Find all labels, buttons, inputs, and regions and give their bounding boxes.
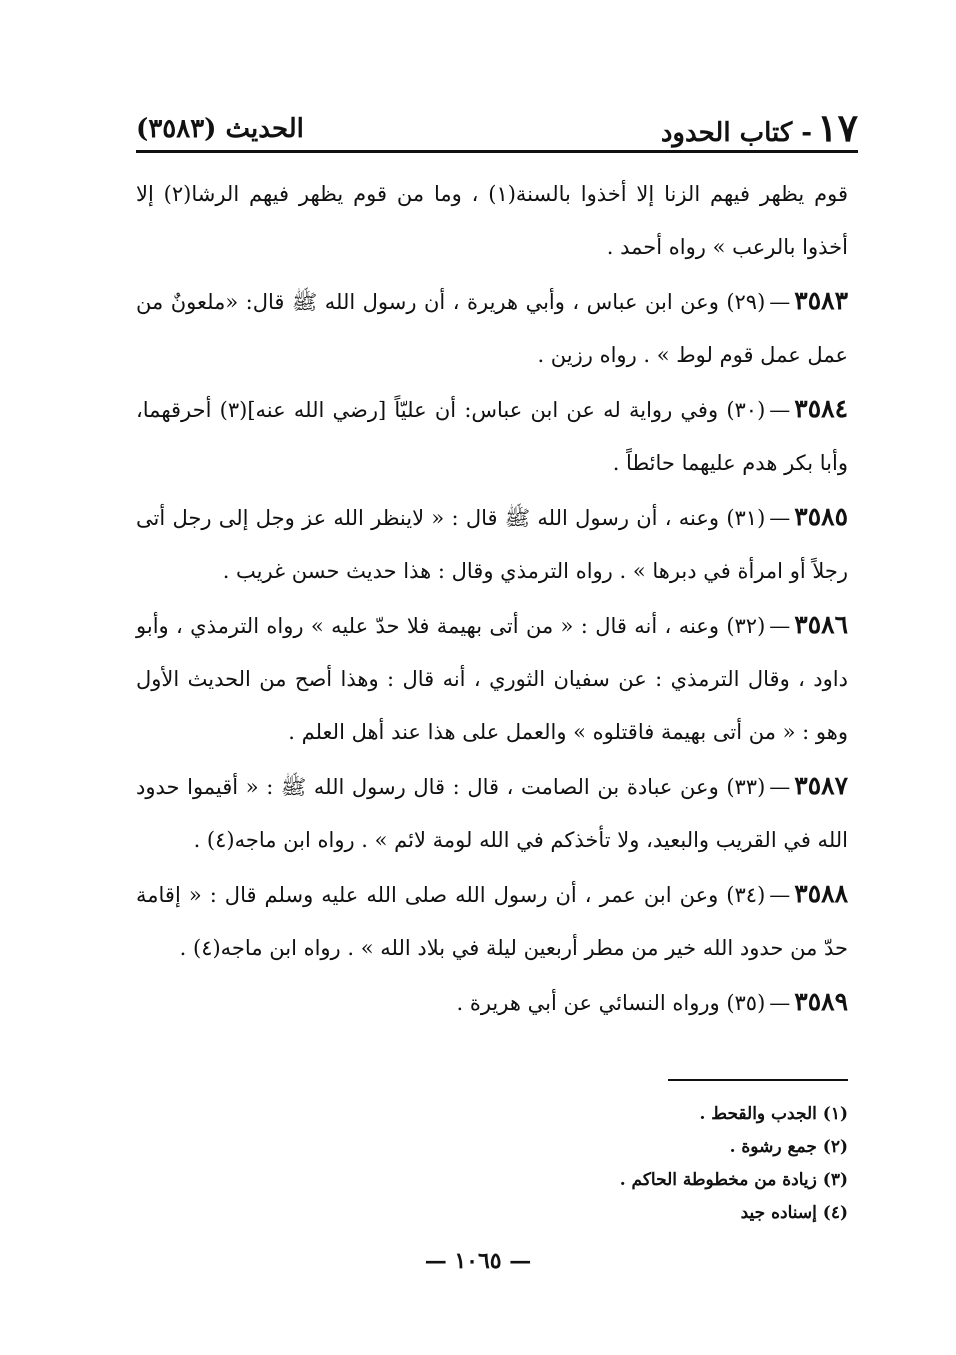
hadith-3585: ٣٥٨٥—(٣١) وعنه ، أن رسول الله ﷺ قال : « لاينظر الله عز وجل إلى رجل أتى رجلاً أو امرأة في دبرها » . رواه الترمذي وقال : هذا حديث حسن غريب . — [136, 502, 848, 583]
paragraph-text: (٢٩) وعن ابن عباس ، وأبي هريرة ، أن رسول الله ﷺ قال: «ملعونٌ من عمل عمل قوم لوط » . رواه رزين . — [136, 290, 848, 367]
page-header — [136, 100, 858, 153]
footnote-2: (٢) جمع رشوة . — [729, 1137, 848, 1157]
hadith-3588: ٣٥٨٨—(٣٤) وعن ابن عمر ، أن رسول الله صلى الله عليه وسلم قال : « إقامة حدّ من حدود الله خير من مطر أربعين ليلة في بلاد الله » . رواه ابن ماجه(٤) . — [136, 879, 848, 960]
footnotes — [500, 1098, 848, 1230]
footnote-4: (٤) إسناده جيد — [740, 1203, 848, 1223]
paragraph-continuation — [136, 168, 848, 274]
footnote-divider — [668, 1079, 848, 1081]
footnote-1: (١) الجدب والقحط . — [699, 1104, 848, 1124]
paragraph-text: (٣٥) ورواه النسائي عن أبي هريرة . — [456, 991, 766, 1015]
main-text — [136, 168, 848, 1030]
paragraph-text: (٣١) وعنه ، أن رسول الله ﷺ قال : « لاينظر الله عز وجل إلى رجل أتى رجلاً أو امرأة في دبرها » . رواه الترمذي وقال : هذا حديث حسن غريب . — [136, 506, 848, 583]
paragraph-text: قوم يظهر فيهم الزنا إلا أخذوا بالسنة(١) ، وما من قوم يظهر فيهم الرشا(٢) إلا أخذوا بالرعب » رواه أحمد . — [136, 182, 848, 259]
hadith-3586: ٣٥٨٦—(٣٢) وعنه ، أنه قال : « من أتى بهيمة فلا حدّ عليه » رواه الترمذي ، وأبو داود ، وقال الترمذي : عن سفيان الثوري ، أنه قال : وهذا أصح من الحديث الأول وهو : « من أتى بهيمة فاقتلوه » والعمل على هذا عند أهل العلم . — [136, 610, 848, 744]
hadith-number: ٣٥٨٨ — [794, 879, 848, 908]
hadith-number: ٣٥٨٤ — [794, 394, 849, 423]
hadith-3584: ٣٥٨٤—(٣٠) وفي رواية له عن ابن عباس: أن عليّاً [رضي الله عنه](٣) أحرقهما، وأبا بكر هدم عليهما حائطاً . — [136, 394, 849, 475]
paragraph-text: (٣٤) وعن ابن عمر ، أن رسول الله صلى الله عليه وسلم قال : « إقامة حدّ من حدود الله خير من مطر أربعين ليلة في بلاد الله » . رواه ابن ماجه(٤) . — [136, 883, 848, 960]
hadith-3583: ٣٥٨٣—(٢٩) وعن ابن عباس ، وأبي هريرة ، أن رسول الله ﷺ قال: «ملعونٌ من عمل عمل قوم لوط » . رواه رزين . — [136, 286, 848, 367]
hadith-number: ٣٥٨٩ — [794, 987, 848, 1016]
footnote-3: (٣) زيادة من مخطوطة الحاكم . — [619, 1170, 848, 1190]
hadith-reference: الحديث (٣٥٨٣) — [136, 114, 304, 144]
hadith-number: ٣٥٨٣ — [794, 286, 848, 315]
page-number: — ١٠٦٥ — — [424, 1248, 532, 1274]
paragraph-text: (٣٢) وعنه ، أنه قال : « من أتى بهيمة فلا حدّ عليه » رواه الترمذي ، وأبو داود ، وقال الترمذي : عن سفيان الثوري ، أنه قال : وهذا أصح من الحديث الأول وهو : « من أتى بهيمة فاقتلوه » والعمل على هذا عند أهل العلم . — [136, 614, 848, 744]
paragraph-text: (٣٣) وعن عبادة بن الصامت ، قال : قال رسول الله ﷺ : « أقيموا حدود الله في القريب والبعيد، ولا تأخذكم في الله لومة لائم » . رواه ابن ماجه(٤) . — [136, 775, 848, 852]
hadith-3587: ٣٥٨٧—(٣٣) وعن عبادة بن الصامت ، قال : قال رسول الله ﷺ : « أقيموا حدود الله في القريب والبعيد، ولا تأخذكم في الله لومة لائم » . رواه ابن ماجه(٤) . — [136, 771, 848, 852]
chapter-heading — [661, 105, 858, 150]
hadith-number: ٣٥٨٥ — [794, 502, 848, 531]
hadith-number: ٣٥٨٧ — [794, 771, 848, 800]
hadith-number: ٣٥٨٦ — [794, 610, 848, 639]
chapter-title: - كتاب الحدود — [660, 118, 813, 148]
paragraph-text: (٣٠) وفي رواية له عن ابن عباس: أن عليّاً [رضي الله عنه](٣) أحرقهما، وأبا بكر هدم عليهما حائطاً . — [136, 398, 848, 475]
chapter-number: ١٧ — [817, 105, 858, 150]
hadith-3589: ٣٥٨٩—(٣٥) ورواه النسائي عن أبي هريرة . — [456, 987, 848, 1016]
